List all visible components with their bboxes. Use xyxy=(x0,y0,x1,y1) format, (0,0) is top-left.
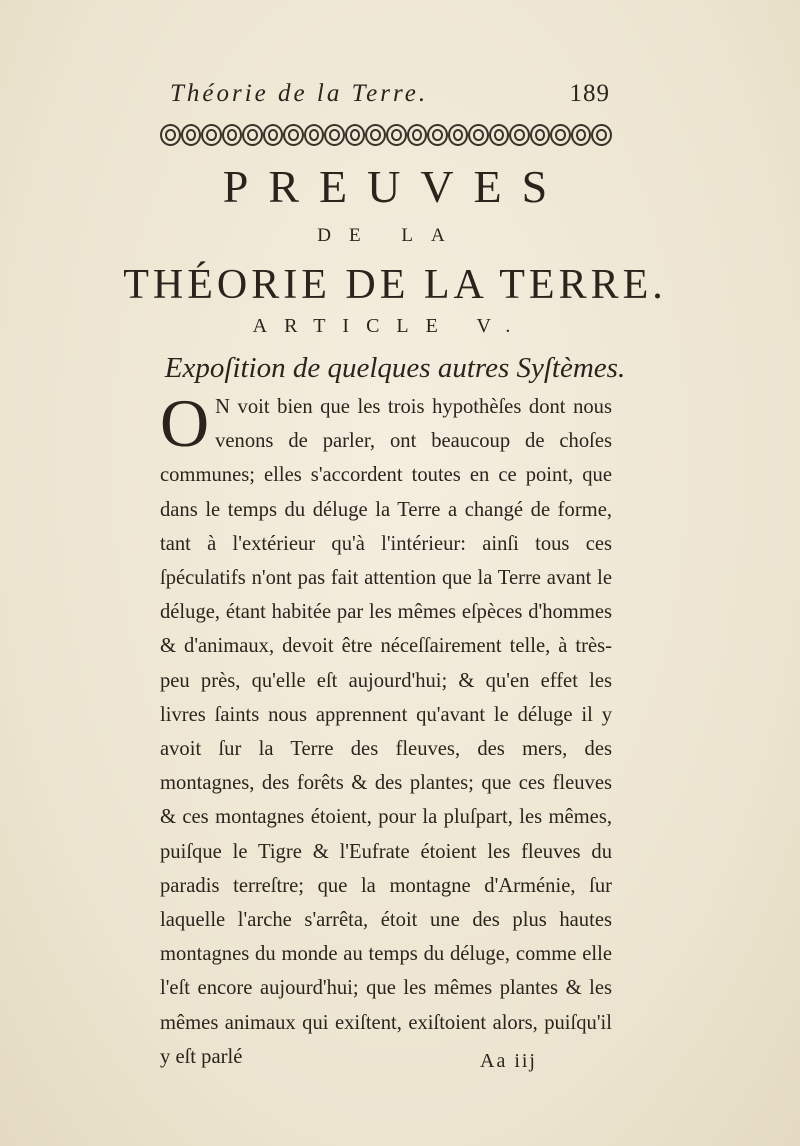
ornament-unit-icon xyxy=(283,124,304,146)
ornament-unit-icon xyxy=(427,124,448,146)
ornament-unit-icon xyxy=(386,124,407,146)
ornament-unit-icon xyxy=(345,124,366,146)
paragraph-text: voit bien que les trois hypothèſes dont nous venons de parler, ont beaucoup de choſes communes; elles s'accordent toutes en ce point, que dans le temps du déluge la Terre a changé de forme, tant à l'extérieur qu'à l'intérieur: ainſi tous ces ſpéculatifs n'ont pas fait attention que la Terre avant le déluge, étant habitée par les mêmes eſpèces d'hommes & d'animaux, devoit être néceſſairement telle, à très-peu près, qu'elle eſt aujourd'hui; & qu'en effet les livres ſaints nous apprennent qu'avant le déluge il y avoit ſur la Terre des fleuves, des mers, des montagnes, des forêts & des plantes; que ces fleuves & ces montagnes étoient, pour la pluſpart, les mêmes, puiſque le Tigre & l'Eufrate étoient les fleuves du paradis terreſtre; que la montagne d'Arménie, ſur laquelle l'arche s'arrêta, étoit une des plus hautes montagnes du monde au temps du déluge, comme elle l'eſt encore aujourd'hui; que les mêmes plantes & les mêmes animaux qui exiſtent, exiſtoient alors, puiſqu'il y eſt parlé xyxy=(160,396,612,1068)
heading-preuves: PREUVES xyxy=(222,161,568,212)
running-title: Théorie de la Terre. xyxy=(170,80,429,107)
ornament-unit-icon xyxy=(591,124,612,146)
ornament-unit-icon xyxy=(201,124,222,146)
section-subtitle: Expoſition de quelques autres Syſtèmes. xyxy=(164,352,626,384)
ornament-unit-icon xyxy=(324,124,345,146)
ornament-unit-icon xyxy=(263,124,284,146)
ornamental-rule-icon xyxy=(160,124,612,146)
page-number: 189 xyxy=(569,80,610,107)
ornament-unit-icon xyxy=(160,124,181,146)
ornament-unit-icon xyxy=(365,124,386,146)
heading-article: ARTICLE V. xyxy=(252,315,528,337)
body-paragraph xyxy=(160,385,612,1074)
signature-mark: Aa iij xyxy=(480,1050,537,1072)
ornament-unit-icon xyxy=(242,124,263,146)
ornament-unit-icon xyxy=(571,124,592,146)
ornament-unit-icon xyxy=(181,124,202,146)
ornament-unit-icon xyxy=(530,124,551,146)
ornament-unit-icon xyxy=(468,124,489,146)
first-word-rest: N xyxy=(215,396,230,418)
ornament-unit-icon xyxy=(304,124,325,146)
ornament-unit-icon xyxy=(407,124,428,146)
ornament-unit-icon xyxy=(489,124,510,146)
ornament-unit-icon xyxy=(222,124,243,146)
running-head xyxy=(170,80,610,108)
heading-de-la: DE LA xyxy=(317,225,463,246)
ornament-unit-icon xyxy=(509,124,530,146)
ornament-unit-icon xyxy=(448,124,469,146)
drop-cap: O xyxy=(160,385,210,461)
heading-theorie: THÉORIE DE LA TERRE. xyxy=(123,262,667,308)
ornament-unit-icon xyxy=(550,124,571,146)
